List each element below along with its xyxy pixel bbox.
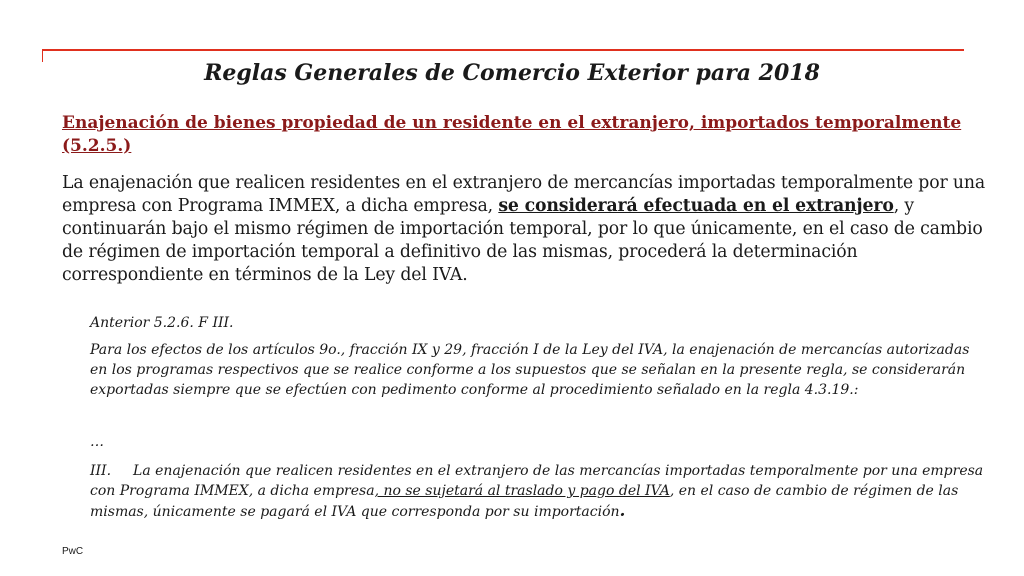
quote-paragraph: Para los efectos de los artículos 9o., fracción IX y 29, fracción I de la Ley del IVA, la enajenación de mercancías autorizadas en los programas respectivos que se realice conforme a los supuestos que se señalan en la presente regla, se considerarán exportadas siempre que se efectúen con pedimento conforme al procedimiento señalado en la regla 4.3.19.:	[90, 342, 970, 398]
item-underlined-text: , no se sujetará al traslado y pago del IVA	[374, 483, 670, 499]
quote-item-iii	[90, 461, 990, 522]
quote-ellipsis: …	[90, 434, 104, 450]
body-paragraph	[62, 172, 992, 287]
body-text-part1: La enajenación que realicen residentes en el extranjero de mercancías importadas temporalmente por una empresa con Programa IMMEX, a dicha empresa,	[62, 173, 986, 216]
header-rule	[42, 49, 964, 51]
item-text-part2: , en el caso de cambio de régimen de las mismas, únicamente se pagará el IVA que corresponda por su importación	[90, 483, 959, 520]
body-emphasis: se considerará efectuada en el extranjero	[498, 196, 894, 216]
body-text-part2: , y continuarán bajo el mismo régimen de importación temporal, por lo que únicamente, en el caso de cambio de régimen de importación temporal a definitivo de las mismas, procederá la determinación correspondiente en términos de la Ley del IVA.	[62, 196, 983, 285]
slide-title: Reglas Generales de Comercio Exterior para 2018	[204, 60, 820, 86]
slide-subtitle: Enajenación de bienes propiedad de un residente en el extranjero, importados temporalmente (5.2.5.)	[62, 113, 962, 156]
footer-brand: PwC	[62, 546, 84, 557]
item-text-part1: La enajenación que realicen residentes en el extranjero de las mercancías importadas temporalmente por una empresa con Programa IMMEX, a dicha empresa	[90, 463, 984, 499]
item-end-period: .	[619, 501, 626, 521]
item-number: III.	[90, 463, 112, 479]
quote-reference: Anterior 5.2.6. F III.	[90, 315, 234, 331]
